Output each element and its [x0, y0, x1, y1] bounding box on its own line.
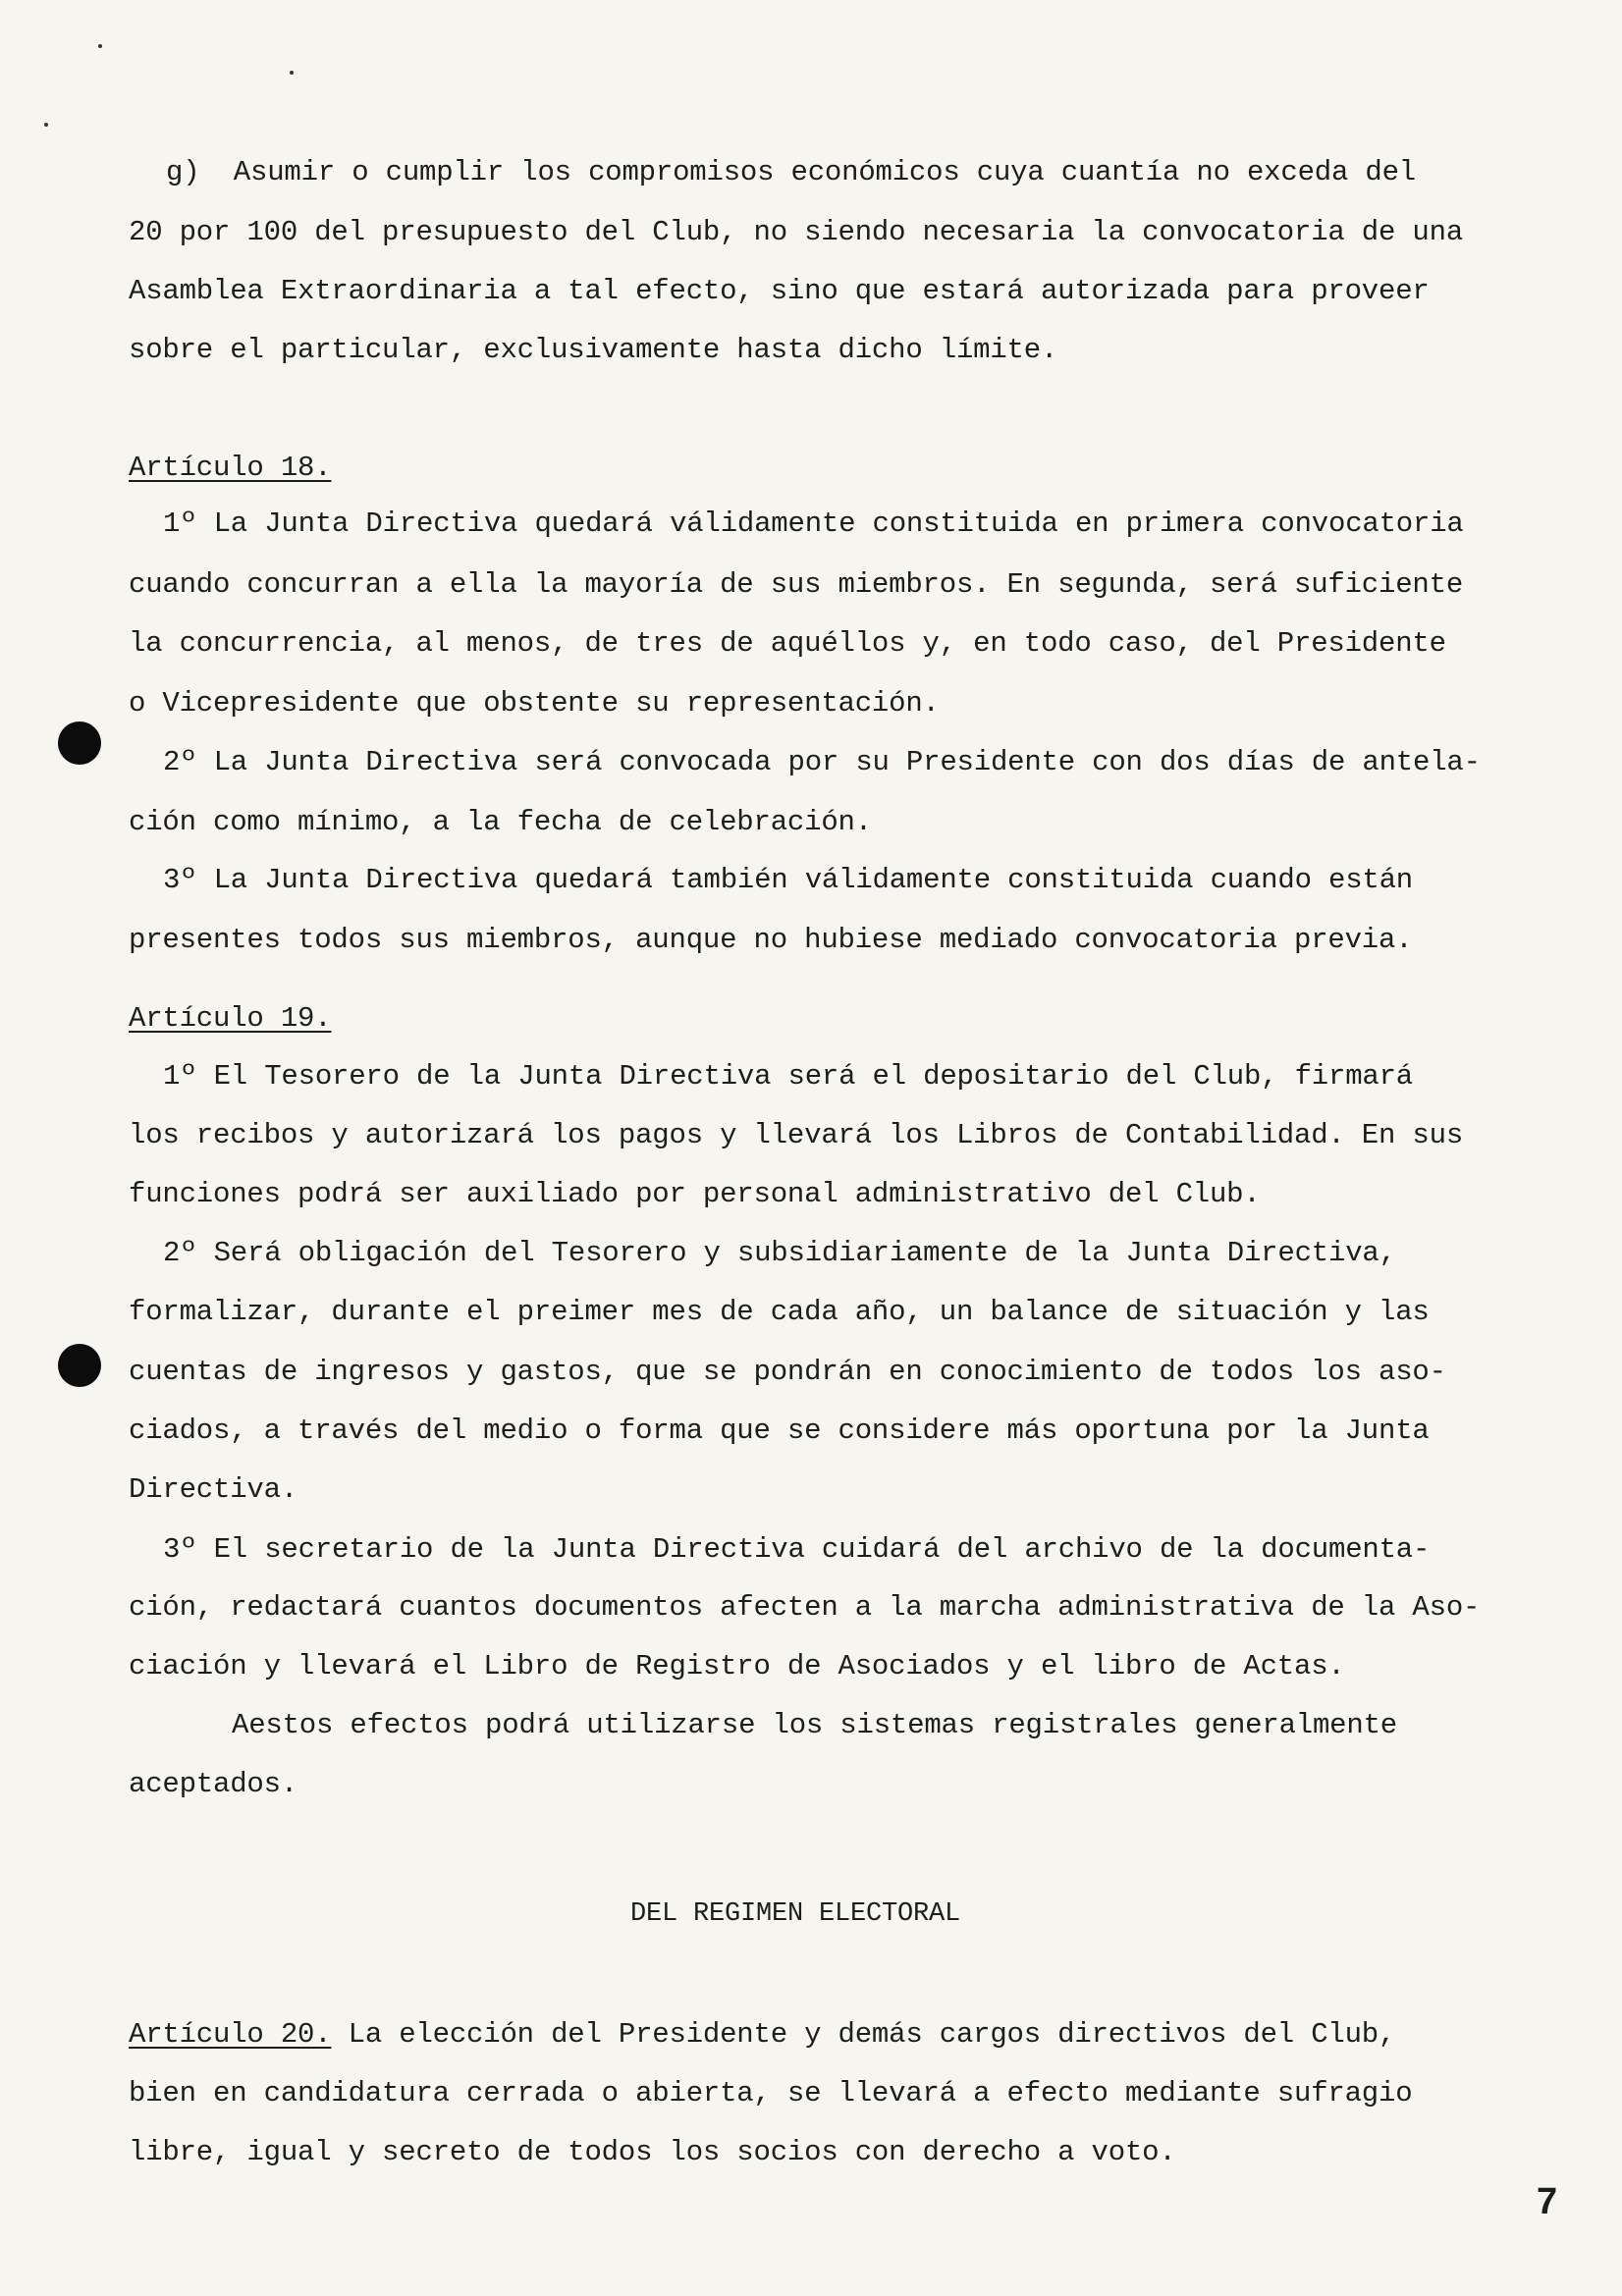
text-line: la concurrencia, al menos, de tres de aquéllos y, en todo caso, del Presidente	[129, 627, 1446, 660]
article-text: La elección del Presidente y demás cargos directivos del Club,	[331, 2018, 1396, 2051]
text-line: libre, igual y secreto de todos los socios con derecho a voto.	[129, 2136, 1176, 2168]
text-line: 2º La Junta Directiva será convocada por su Presidente con dos días de antela-	[163, 746, 1481, 778]
text-line: aceptados.	[129, 1768, 298, 1800]
text-line: sobre el particular, exclusivamente hasta dicho límite.	[129, 334, 1058, 366]
text-line: cuentas de ingresos y gastos, que se pondrán en conocimiento de todos los aso-	[129, 1356, 1446, 1388]
text-line: presentes todos sus miembros, aunque no hubiese mediado convocatoria previa.	[129, 924, 1413, 956]
text-line: los recibos y autorizará los pagos y llevará los Libros de Contabilidad. En sus	[129, 1119, 1464, 1151]
text-line: 3º La Junta Directiva quedará también válidamente constituida cuando están	[163, 864, 1414, 896]
text-line: formalizar, durante el preimer mes de cada año, un balance de situación y las	[129, 1296, 1430, 1328]
section-title: DEL REGIMEN ELECTORAL	[630, 1899, 961, 1929]
text-line	[129, 2017, 1395, 2053]
article-heading: Artículo 20.	[129, 2018, 332, 2051]
text-line: ción como mínimo, a la fecha de celebración.	[129, 806, 872, 838]
text-line: 1º La Junta Directiva quedará válidamente constituida en primera convocatoria	[163, 507, 1464, 540]
text-line: bien en candidatura cerrada o abierta, se llevará a efecto mediante sufragio	[129, 2077, 1413, 2109]
speck	[44, 123, 48, 127]
text-line: ciados, a través del medio o forma que se considere más oportuna por la Junta	[129, 1415, 1430, 1447]
text-line: ciación y llevará el Libro de Registro de Asociados y el libro de Actas.	[129, 1650, 1345, 1682]
page-number: 7	[1537, 2181, 1558, 2222]
article-heading: Artículo 19.	[129, 1002, 332, 1035]
text-line: ción, redactará cuantos documentos afecten a la marcha administrativa de la Aso-	[129, 1591, 1481, 1624]
text-line: 1º El Tesorero de la Junta Directiva será el depositario del Club, firmará	[163, 1060, 1414, 1093]
text-line: Asamblea Extraordinaria a tal efecto, sino que estará autorizada para proveer	[129, 275, 1430, 307]
text-line: cuando concurran a ella la mayoría de sus miembros. En segunda, será suficiente	[129, 568, 1464, 601]
speck	[290, 71, 294, 75]
text-line: o Vicepresidente que obstente su representación.	[129, 687, 940, 720]
text-line: 2º Será obligación del Tesorero y subsidiariamente de la Junta Directiva,	[163, 1237, 1396, 1269]
text-line: Directiva.	[129, 1473, 298, 1506]
text-line: 20 por 100 del presupuesto del Club, no siendo necesaria la convocatoria de una	[129, 216, 1464, 248]
text-line: g) Asumir o cumplir los compromisos económicos cuya cuantía no exceda del	[166, 156, 1417, 188]
text-line: funciones podrá ser auxiliado por personal administrativo del Club.	[129, 1178, 1261, 1210]
text-line: 3º El secretario de la Junta Directiva cuidará del archivo de la documenta-	[163, 1533, 1431, 1566]
punch-hole	[58, 1344, 101, 1387]
text-line: Aestos efectos podrá utilizarse los sistemas registrales generalmente	[232, 1709, 1397, 1741]
article-heading: Artículo 18.	[129, 452, 332, 484]
speck	[98, 44, 102, 48]
punch-hole	[58, 721, 101, 765]
